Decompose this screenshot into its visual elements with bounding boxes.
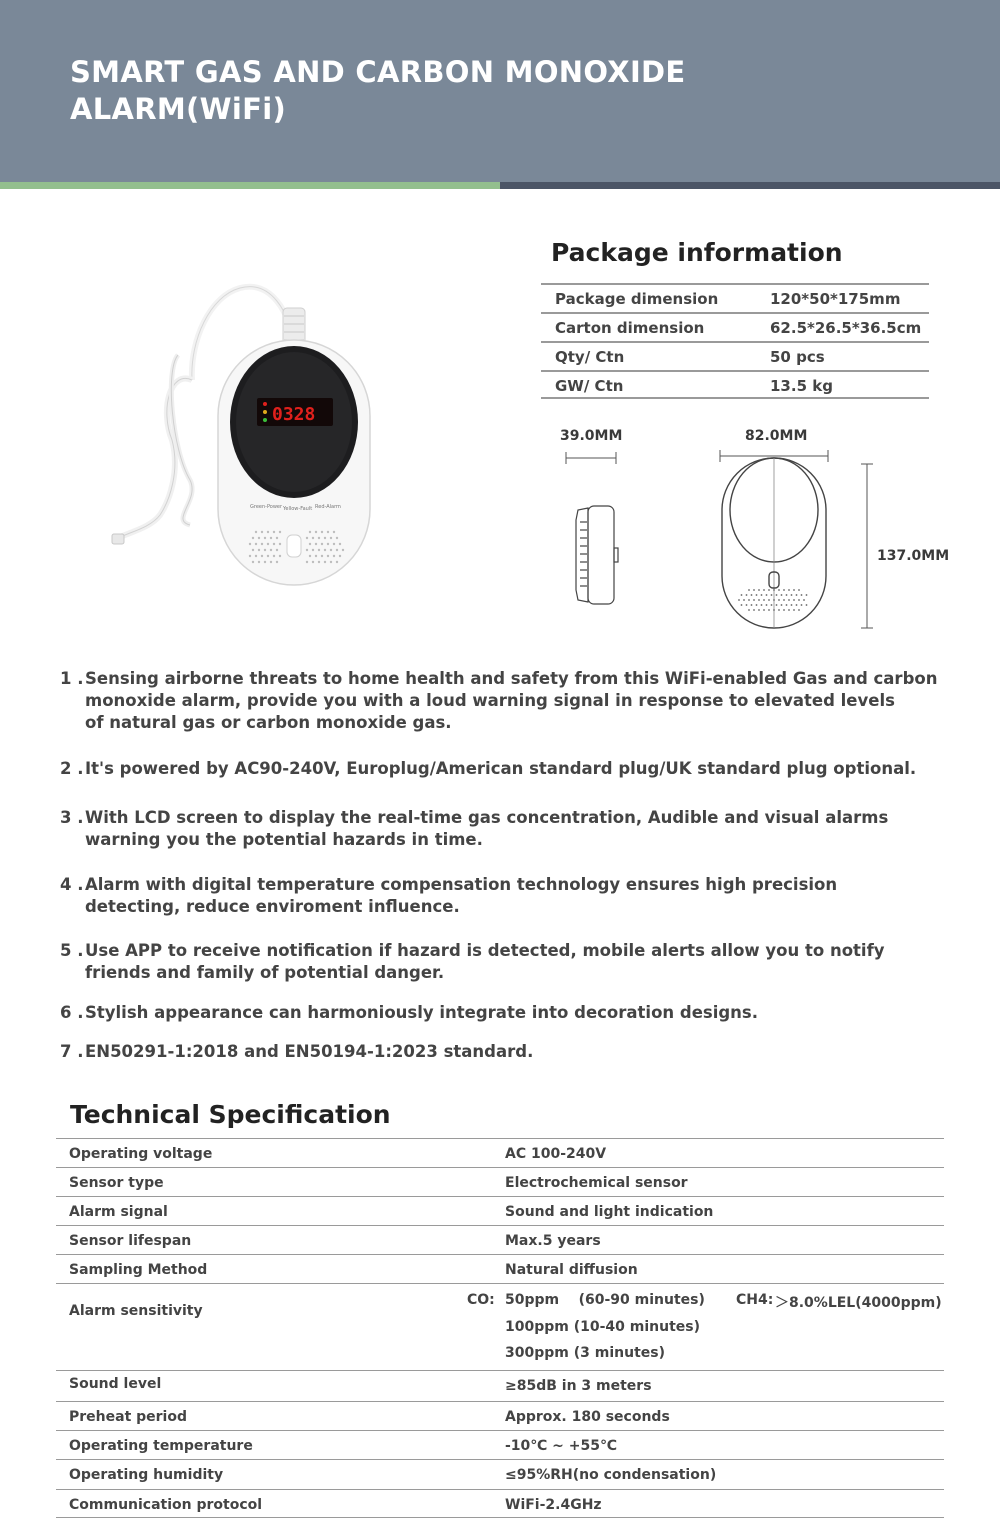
spec-row xyxy=(56,1196,944,1225)
spec-row xyxy=(56,1459,944,1489)
front-view-drawing xyxy=(722,458,826,628)
co-label: CO: xyxy=(467,1292,495,1308)
spec-row xyxy=(56,1254,944,1283)
spec-value: -10℃ ~ +55℃ xyxy=(505,1438,617,1454)
package-label: Package dimension xyxy=(555,290,719,308)
spec-row xyxy=(56,1370,944,1401)
package-value: 62.5*26.5*36.5cm xyxy=(770,319,922,337)
spec-label: Alarm signal xyxy=(69,1204,168,1220)
package-row xyxy=(541,370,929,399)
spec-title: Technical Specification xyxy=(70,1100,391,1129)
led-label-fault: Yellow-Fault xyxy=(283,506,313,512)
feature-line: friends and family of potential danger. xyxy=(85,963,445,982)
feature-line: It's powered by AC90-240V, Europlug/American standard plug/UK standard plug optional. xyxy=(85,759,917,778)
page-title xyxy=(70,54,770,128)
led-label-power: Green-Power xyxy=(250,504,283,510)
depth-dimension: 39.0MM xyxy=(560,428,623,444)
feature-line: Alarm with digital temperature compensation technology ensures high precision xyxy=(85,875,838,894)
spec-row xyxy=(56,1401,944,1430)
feature-line: With LCD screen to display the real-time gas concentration, Audible and visual alarms xyxy=(85,808,889,827)
spec-row-sensitivity xyxy=(56,1283,944,1370)
co-value: 50ppm (60-90 minutes) xyxy=(505,1292,705,1308)
spec-label: Preheat period xyxy=(69,1409,187,1425)
feature-number: 5 . xyxy=(60,941,84,960)
feature-number: 6 . xyxy=(60,1003,84,1022)
header-banner xyxy=(0,0,1000,182)
feature-line: Sensing airborne threats to home health and safety from this WiFi-enabled Gas and carbon xyxy=(85,669,938,688)
accent-stripe-dark xyxy=(500,182,1000,189)
feature-line: monoxide alarm, provide you with a loud warning signal in response to elevated levels xyxy=(85,691,895,710)
ch4-label: CH4: xyxy=(736,1292,774,1308)
spec-row xyxy=(56,1167,944,1196)
spec-value: Max.5 years xyxy=(505,1233,601,1249)
feature-line: of natural gas or carbon monoxide gas. xyxy=(85,713,452,732)
feature-line: warning you the potential hazards in time. xyxy=(85,830,483,849)
spec-row xyxy=(56,1225,944,1254)
package-label: Qty/ Ctn xyxy=(555,348,625,366)
package-row xyxy=(541,341,929,370)
spec-label: Operating temperature xyxy=(69,1438,253,1454)
side-view-drawing xyxy=(576,506,618,604)
co-value: 300ppm (3 minutes) xyxy=(505,1345,665,1361)
package-label: GW/ Ctn xyxy=(555,377,624,395)
spec-value: ≤95%RH(no condensation) xyxy=(505,1467,717,1483)
package-value: 50 pcs xyxy=(770,348,825,366)
spec-label: Sound level xyxy=(69,1376,162,1392)
feature-number: 3 . xyxy=(60,808,84,827)
spec-value: Electrochemical sensor xyxy=(505,1175,688,1191)
spec-value: WiFi-2.4GHz xyxy=(505,1497,602,1513)
height-dimension: 137.0MM xyxy=(877,548,950,564)
feature-number: 2 . xyxy=(60,759,84,778)
spec-label: Sensor lifespan xyxy=(69,1233,192,1249)
spec-label: Alarm sensitivity xyxy=(69,1303,203,1319)
front-speaker-grille xyxy=(738,589,807,611)
spec-value: Approx. 180 seconds xyxy=(505,1409,670,1425)
display-readout: 0328 xyxy=(272,404,316,425)
feature-line: Stylish appearance can harmoniously integrate into decoration designs. xyxy=(85,1003,759,1022)
package-row xyxy=(541,312,929,341)
spec-label: Communication protocol xyxy=(69,1497,263,1513)
package-table xyxy=(541,283,929,399)
feature-line: detecting, reduce enviroment influence. xyxy=(85,897,460,916)
spec-label: Sampling Method xyxy=(69,1262,208,1278)
accent-stripe-green xyxy=(0,182,500,189)
led-label-alarm: Red-Alarm xyxy=(315,504,341,510)
package-label: Carton dimension xyxy=(555,319,705,337)
spec-label: Operating humidity xyxy=(69,1467,224,1483)
package-value: 120*50*175mm xyxy=(770,290,901,308)
spec-value: Natural diffusion xyxy=(505,1262,638,1278)
spec-label: Sensor type xyxy=(69,1175,164,1191)
package-value: 13.5 kg xyxy=(770,377,833,395)
spec-value: Sound and light indication xyxy=(505,1204,714,1220)
spec-value: AC 100-240V xyxy=(505,1146,607,1162)
spec-table xyxy=(56,1138,944,1518)
spec-row xyxy=(56,1489,944,1518)
feature-number: 4 . xyxy=(60,875,84,894)
spec-row xyxy=(56,1138,944,1167)
spec-row xyxy=(56,1430,944,1459)
feature-number: 7 . xyxy=(60,1042,84,1061)
spec-value: ≥85dB in 3 meters xyxy=(505,1378,652,1394)
spec-label: Operating voltage xyxy=(69,1146,213,1162)
package-title: Package information xyxy=(551,238,843,267)
page-title-line-1: SMART GAS AND CARBON MONOXIDE xyxy=(70,55,686,89)
width-dimension: 82.0MM xyxy=(745,428,808,444)
feature-number: 1 . xyxy=(60,669,84,688)
dimension-drawings xyxy=(540,430,1000,640)
ch4-value: ＞8.0%LEL(4000ppm) xyxy=(775,1295,942,1311)
page-title-line-2: ALARM(WiFi) xyxy=(70,92,287,126)
product-image xyxy=(100,270,390,600)
feature-line: Use APP to receive notification if hazard is detected, mobile alerts allow you to notify xyxy=(85,941,885,960)
co-value: 100ppm (10-40 minutes) xyxy=(505,1319,701,1335)
feature-line: EN50291-1:2018 and EN50194-1:2023 standard. xyxy=(85,1042,534,1061)
package-row xyxy=(541,283,929,312)
